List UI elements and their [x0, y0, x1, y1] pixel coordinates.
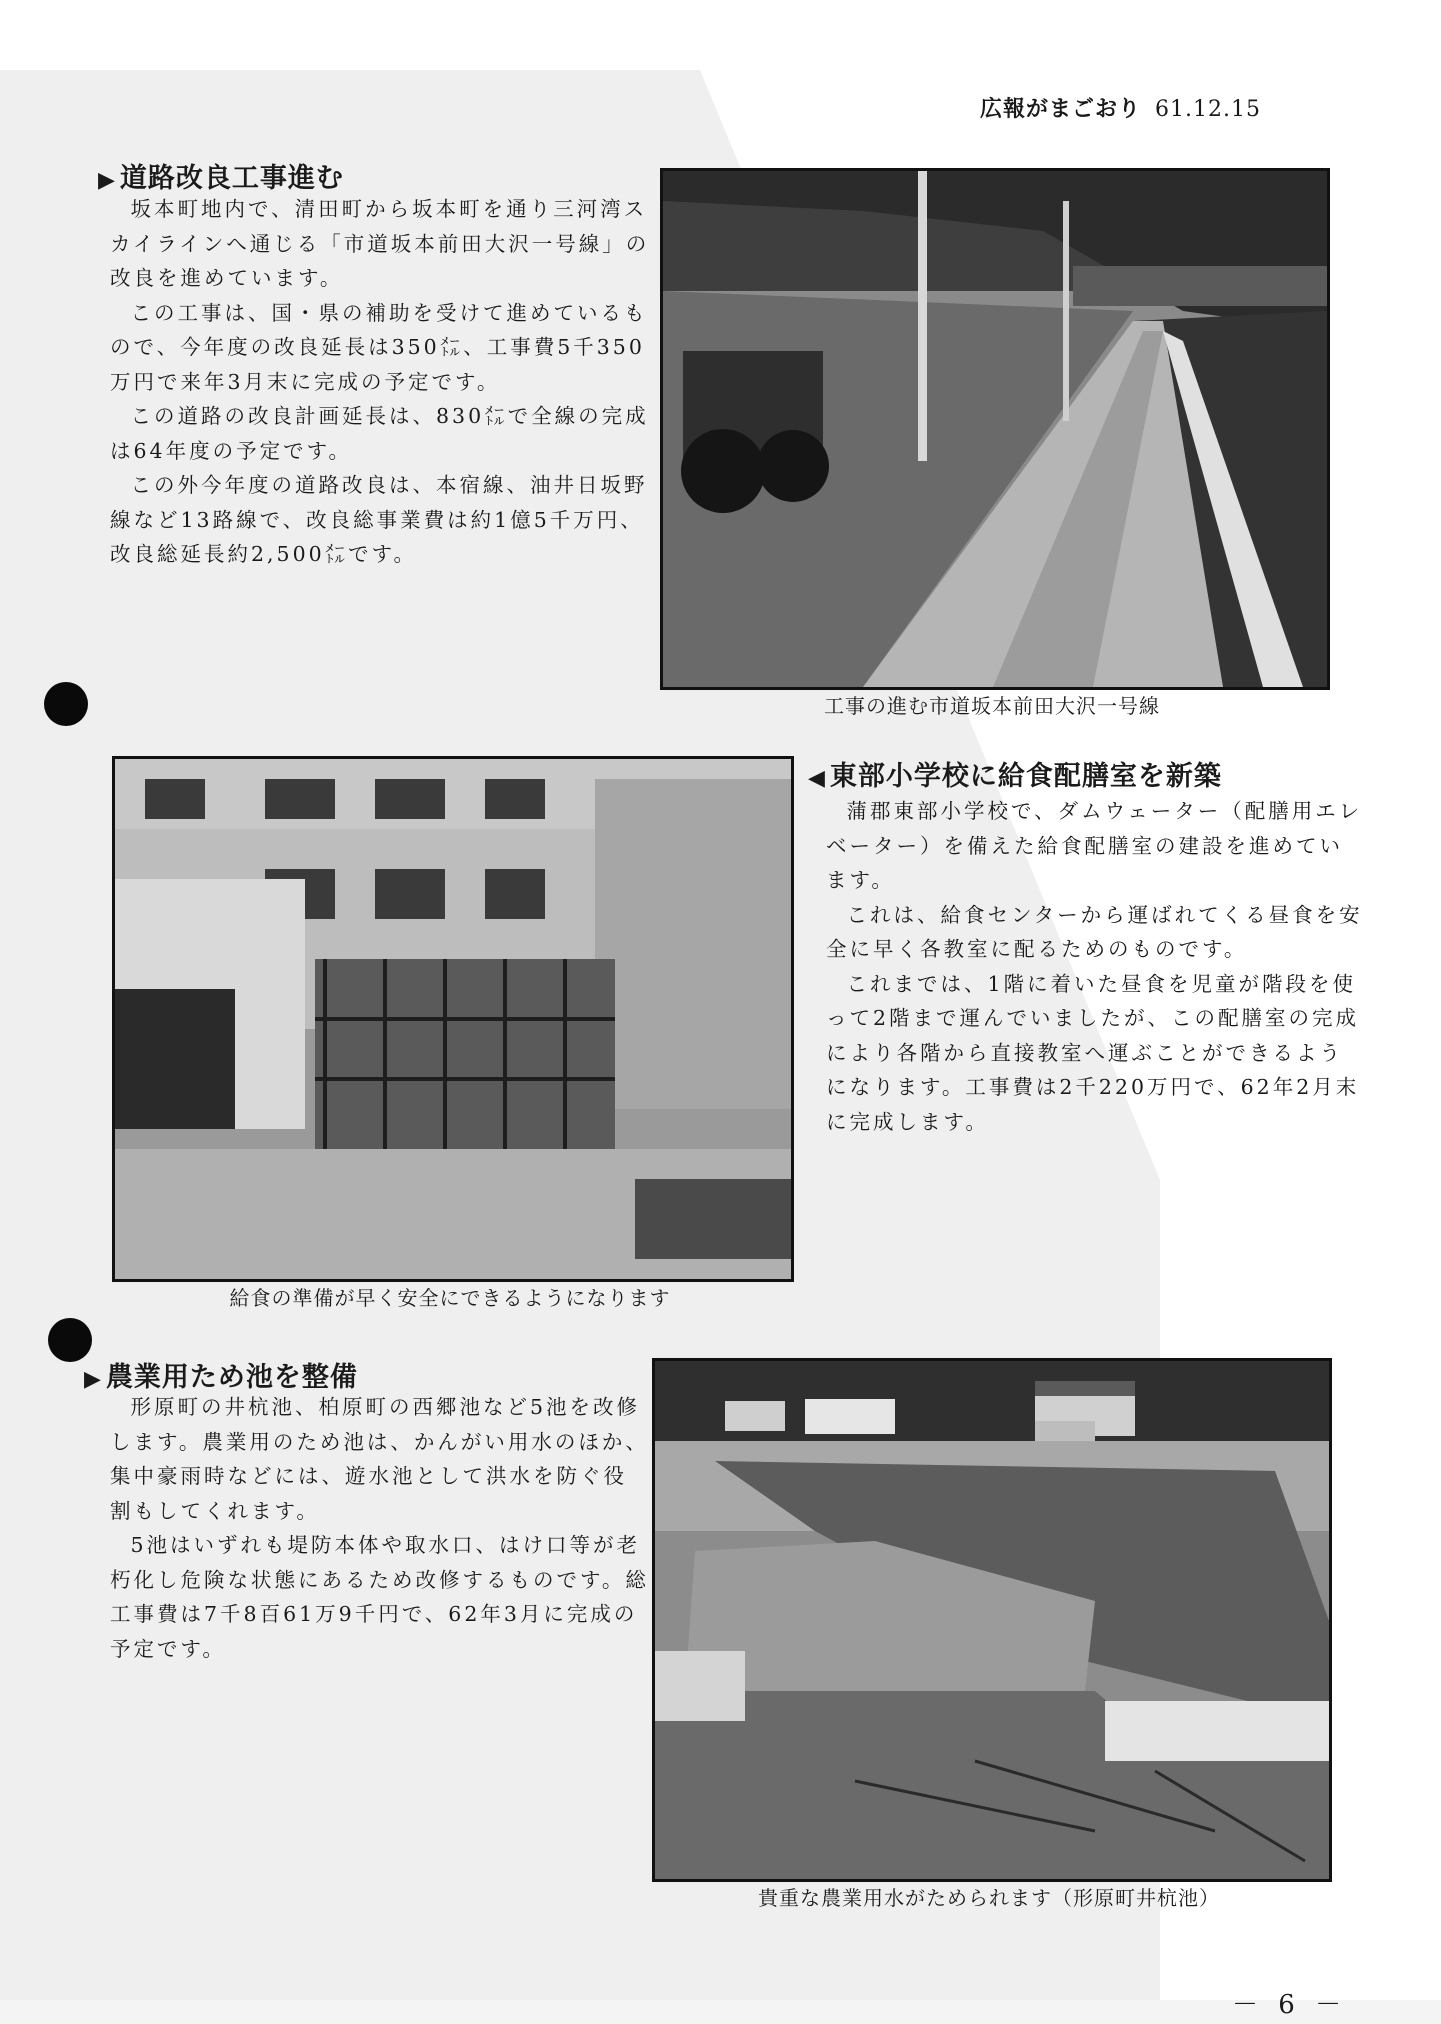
page-header	[980, 92, 1310, 123]
binder-hole-icon	[44, 682, 88, 726]
issue-date: 61.12.15	[1155, 97, 1261, 122]
article-body-school	[826, 794, 1366, 1139]
triangle-right-icon: ▶	[98, 168, 116, 193]
triangle-left-icon: ◀	[808, 766, 826, 791]
paragraph: 形原町の井杭池、柏原町の西郷池など5池を改修します。農業用のため池は、かんがい用水のほか、集中豪雨時などには、遊水池として洪水を防ぐ役割もしてくれます。	[110, 1395, 649, 1523]
article-title: 東部小学校に給食配膳室を新築	[829, 761, 1222, 792]
article-heading-school	[808, 754, 1222, 793]
publication-name: 広報がまごおり	[980, 97, 1142, 122]
paragraph: 5池はいずれも堤防本体や取水口、はけ口等が老朽化し危険な状態にあるため改修するものです。総工事費は7千8百61万9千円で、62年3月に完成の予定です。	[110, 1533, 649, 1661]
paragraph: この工事は、国・県の補助を受けて進めているもので、今年度の改良延長は350㍍、工事費5千350万円で来年3月末に完成の予定です。	[110, 300, 648, 394]
photo-caption: 工事の進む市道坂本前田大沢一号線	[824, 694, 1160, 718]
paragraph: この外今年度の道路改良は、本宿線、油井日坂野線など13路線で、改良総事業費は約1億5千万円、改良総延長約2,500㍍です。	[110, 473, 648, 566]
paragraph: 坂本町地内で、清田町から坂本町を通り三河湾スカイラインへ通じる「市道坂本前田大沢一号線」の改良を進めています。	[110, 197, 650, 290]
article-title: 道路改良工事進む	[119, 163, 344, 194]
paragraph: この道路の改良計画延長は、830㍍で全線の完成は64年度の予定です。	[110, 404, 649, 463]
article-body-road	[110, 192, 652, 572]
photo-caption: 給食の準備が早く安全にできるようになります	[229, 1286, 671, 1310]
page-number: － 6 －	[1232, 1990, 1348, 2020]
article-heading-pond	[84, 1355, 358, 1394]
triangle-right-icon: ▶	[84, 1367, 102, 1392]
paragraph: これまでは、1階に着いた昼食を児童が階段を使って2階まで運んでいましたが、この配膳室の完成により各階から直接教室へ運ぶことができるようになります。工事費は2千220万円で、62年2月末に完成します。	[826, 971, 1360, 1134]
paragraph: これは、給食センターから運ばれてくる昼食を安全に早く各教室に配るためのものです。	[826, 902, 1363, 961]
photo-reservoir-construction	[652, 1358, 1332, 1882]
article-body-pond	[110, 1390, 650, 1666]
article-heading-road	[98, 156, 344, 195]
photo-school-construction	[112, 756, 794, 1282]
photo-caption: 貴重な農業用水がためられます（形原町井杭池）	[758, 1886, 1220, 1910]
paragraph: 蒲郡東部小学校で、ダムウェーター（配膳用エレベーター）を備えた給食配膳室の建設を進めています。	[826, 799, 1363, 892]
photo-road-construction	[660, 168, 1330, 690]
article-title: 農業用ため池を整備	[105, 1362, 358, 1393]
